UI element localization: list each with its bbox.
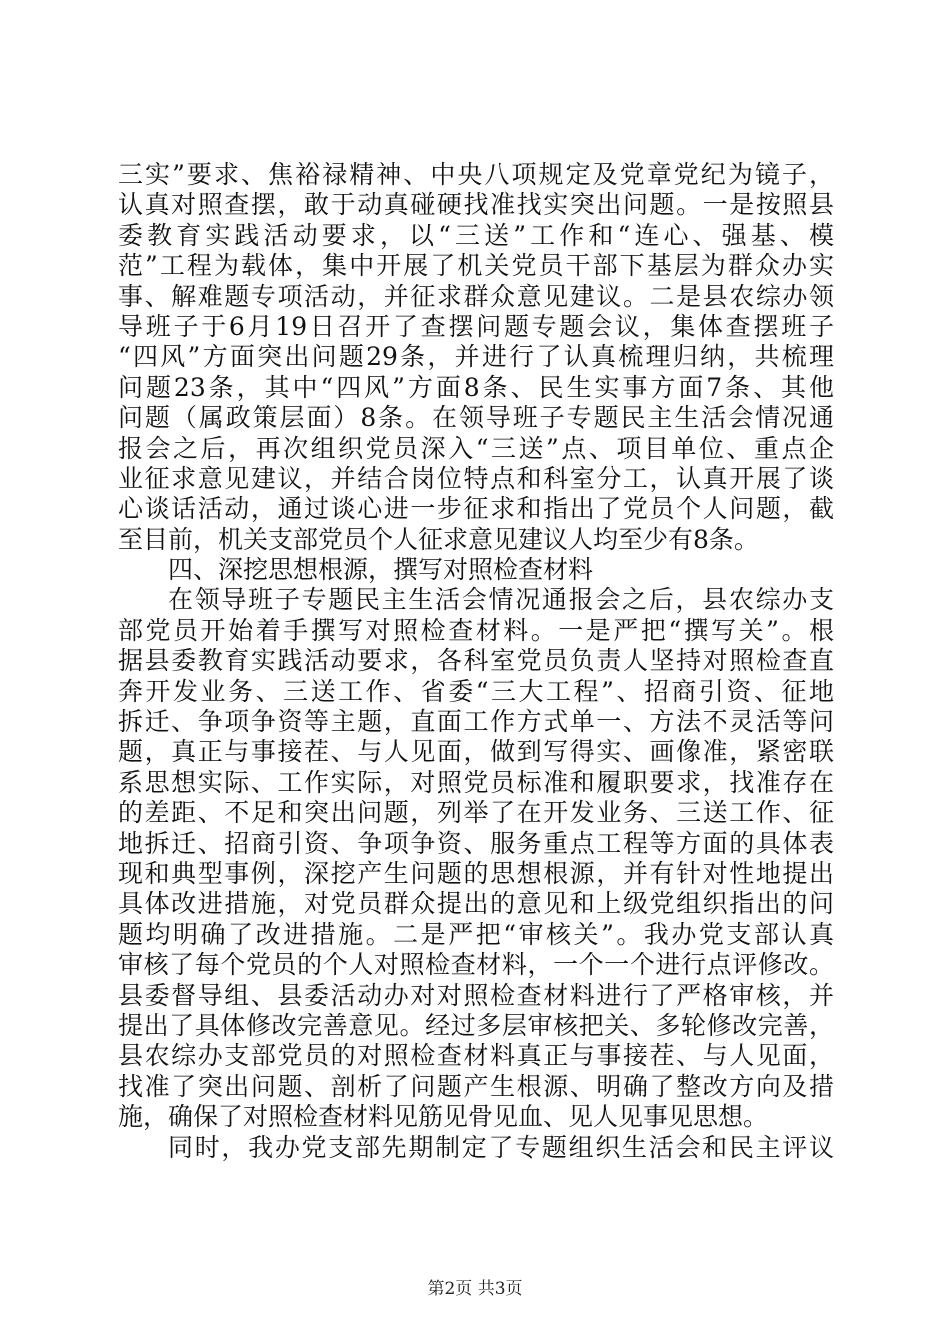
text-line: 审核了每个党员的个人对照检查材料，一个一个进行点评修改。 [118, 950, 834, 980]
page-footer: 第2页 共3页 [427, 1279, 523, 1299]
text-line: 范”工程为载体，集中开展了机关党员干部下基层为群众办实 [118, 251, 834, 281]
text-line: 问题23条，其中“四风”方面8条、民生实事方面7条、其他 [118, 372, 834, 402]
text-line: 心谈话活动，通过谈心进一步征求和指出了党员个人问题，截 [118, 494, 834, 524]
text-line: 系思想实际、工作实际，对照党员标准和履职要求，找准存在 [118, 767, 834, 797]
text-line: 至目前，机关支部党员个人征求意见建议人均至少有8条。 [118, 524, 759, 554]
text-line: 地拆迁、招商引资、争项争资、服务重点工程等方面的具体表 [118, 828, 834, 858]
text-line: “四风”方面突出问题29条，并进行了认真梳理归纳，共梳理 [118, 342, 834, 372]
text-line: 在领导班子专题民主生活会情况通报会之后，县农综办支 [168, 585, 834, 615]
text-line: 找准了突出问题、剖析了问题产生根源、明确了整改方向及措 [118, 1071, 834, 1101]
text-line: 现和典型事例，深挖产生问题的思想根源，并有针对性地提出 [118, 858, 834, 888]
text-line: 题均明确了改进措施。二是严把“审核关”。我办党支部认真 [118, 919, 834, 949]
text-line: 奔开发业务、三送工作、省委“三大工程”、招商引资、征地 [118, 676, 834, 706]
text-line: 提出了具体修改完善意见。经过多层审核把关、多轮修改完善， [118, 1010, 834, 1040]
text-line: 施，确保了对照检查材料见筋见骨见血、见人见事见思想。 [118, 1102, 769, 1132]
text-line: 县委督导组、县委活动办对对照检查材料进行了严格审核，并 [118, 980, 834, 1010]
text-line: 县农综办支部党员的对照检查材料真正与事接茬、与人见面， [118, 1041, 834, 1071]
section-heading: 四、深挖思想根源，撰写对照检查材料 [168, 555, 594, 585]
text-line: 拆迁、争项争资等主题，直面工作方式单一、方法不灵活等问 [118, 707, 834, 737]
text-line: 题，真正与事接茬、与人见面，做到写得实、画像准，紧密联 [118, 737, 834, 767]
text-line: 导班子于6月19日召开了查摆问题专题会议，集体查摆班子 [118, 311, 834, 341]
text-line: 的差距、不足和突出问题，列举了在开发业务、三送工作、征 [118, 798, 834, 828]
text-line: 委教育实践活动要求，以“三送”工作和“连心、强基、模 [118, 220, 834, 250]
text-line: 同时，我办党支部先期制定了专题组织生活会和民主评议 [168, 1132, 834, 1162]
text-line: 三实”要求、焦裕禄精神、中央八项规定及党章党纪为镜子， [118, 160, 834, 189]
document-body [118, 160, 834, 1163]
text-line: 业征求意见建议，并结合岗位特点和科室分工，认真开展了谈 [118, 463, 834, 493]
text-line: 报会之后，再次组织党员深入“三送”点、项目单位、重点企 [118, 433, 834, 463]
text-line: 据县委教育实践活动要求，各科室党员负责人坚持对照检查直 [118, 646, 834, 676]
text-line: 具体改进措施，对党员群众提出的意见和上级党组织指出的问 [118, 889, 834, 919]
text-line: 部党员开始着手撰写对照检查材料。一是严把“撰写关”。根 [118, 615, 834, 645]
text-line: 问题（属政策层面）8条。在领导班子专题民主生活会情况通 [118, 403, 834, 433]
text-line: 事、解难题专项活动，并征求群众意见建议。二是县农综办领 [118, 281, 834, 311]
text-line: 认真对照查摆，敢于动真碰硬找准找实突出问题。一是按照县 [118, 190, 834, 220]
